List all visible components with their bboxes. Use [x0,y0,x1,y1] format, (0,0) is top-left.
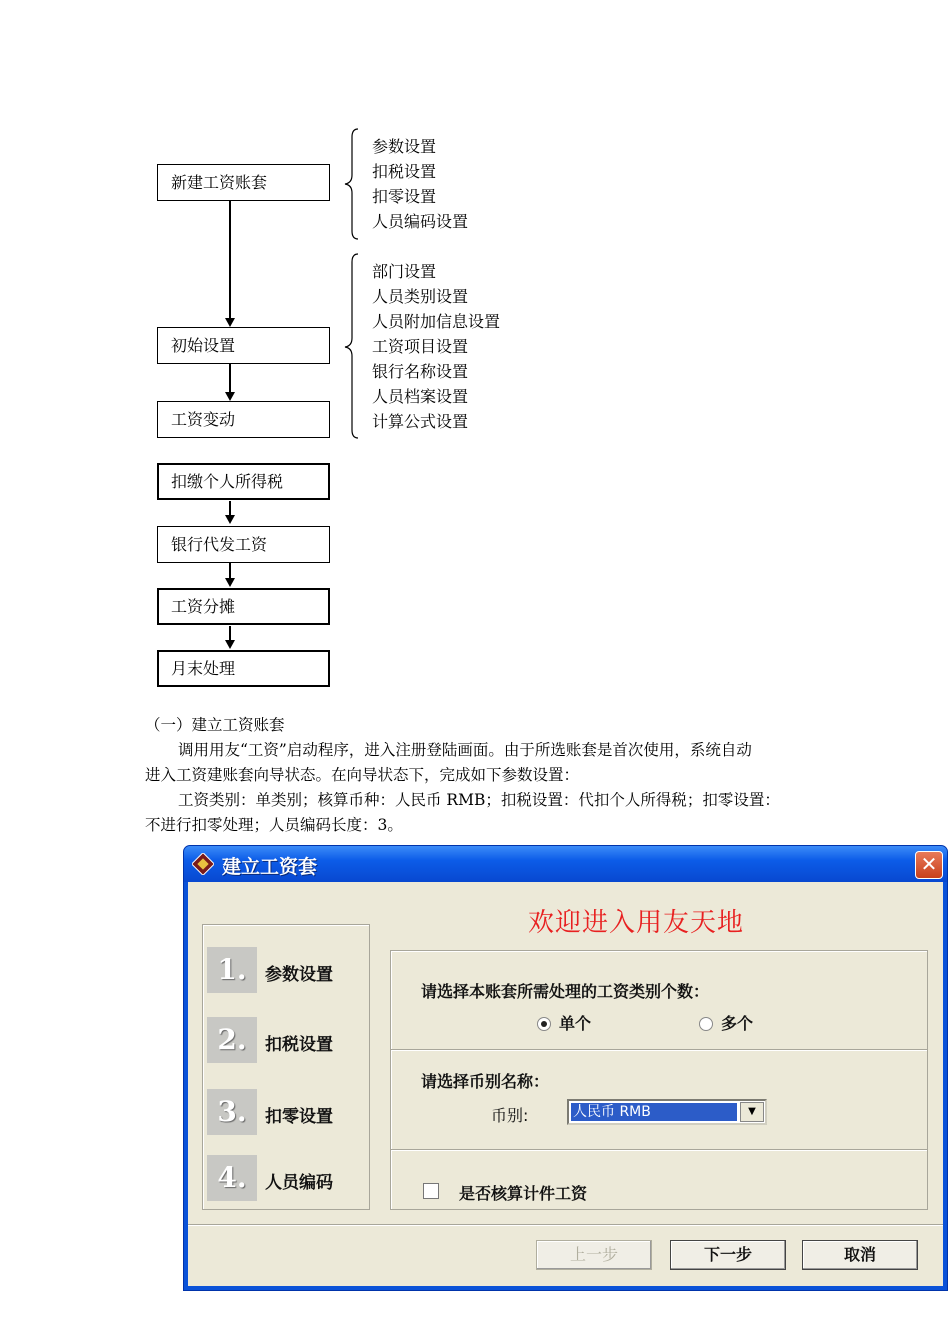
sublist-item: 银行名称设置 [372,362,469,381]
wizard-steps [202,924,370,1210]
step-label: 扣零设置 [265,1107,333,1127]
next-button[interactable]: 下一步 [670,1240,786,1270]
flow-arrowhead [225,318,235,327]
sublist-account-settings [372,134,468,234]
flow-box-new-account: 新建工资账套 [157,164,330,201]
wizard-step [207,1089,367,1139]
step-label: 人员编码 [265,1173,333,1193]
chevron-down-icon[interactable]: ▼ [740,1102,764,1122]
flow-connector [229,364,231,392]
paragraph-line: 工资类别：单类别；核算币种：人民币 RMB；扣税设置：代扣个人所得税；扣零设置： [178,791,780,809]
wizard-step [207,947,367,997]
prev-button[interactable]: 上一步 [536,1240,652,1270]
radio-label: 多个 [721,1014,754,1033]
dialog-title: 建立工资套 [222,856,318,878]
app-logo-icon [192,853,214,875]
welcome-banner: 欢迎进入用友天地 [528,908,745,938]
flow-arrowhead [225,640,235,649]
divider [391,1149,927,1151]
question-category-count: 请选择本账套所需处理的工资类别个数： [421,982,710,1001]
divider [391,1049,927,1051]
brace-group-2 [340,252,364,442]
currency-select-value: 人民币 RMB [571,1103,737,1121]
flow-box-initial-setup: 初始设置 [157,327,330,364]
close-button[interactable]: ✕ [915,851,943,879]
sublist-item: 计算公式设置 [372,412,469,431]
currency-label: 币别: [491,1106,529,1125]
settings-panel [390,950,928,1210]
step-label: 扣税设置 [265,1035,333,1055]
flow-box-bank-payroll: 银行代发工资 [157,526,330,563]
currency-select[interactable] [567,1099,767,1125]
paragraph-line: 调用用友“工资”启动程序，进入注册登陆画面。由于所选账套是首次使用，系统自动 [178,741,752,759]
flow-arrowhead [225,392,235,401]
sublist-item: 部门设置 [372,262,437,281]
setup-dialog [183,845,948,1291]
sublist-item: 工资项目设置 [372,337,469,356]
piecework-label: 是否核算计件工资 [459,1184,588,1203]
step-number-icon: 3. [207,1089,257,1135]
radio-single[interactable] [537,1011,591,1034]
sublist-item: 扣税设置 [372,162,437,181]
flow-box-month-end: 月末处理 [157,650,330,687]
footer-divider [188,1224,943,1226]
sublist-item: 人员编码设置 [372,212,469,231]
step-label: 参数设置 [265,965,333,985]
flow-connector [229,626,231,640]
brace-group-1 [340,127,364,242]
flow-arrowhead [225,515,235,524]
cancel-button[interactable]: 取消 [802,1240,918,1270]
sublist-item: 参数设置 [372,137,437,156]
instructions [145,713,815,838]
dialog-client [188,882,943,1286]
flow-arrowhead [225,578,235,587]
flow-connector [229,501,231,515]
flow-box-salary-change: 工资变动 [157,401,330,438]
sublist-item: 人员档案设置 [372,387,469,406]
wizard-step [207,1155,367,1205]
radio-label: 单个 [559,1014,592,1033]
sublist-item: 扣零设置 [372,187,437,206]
flow-box-tax-withholding: 扣缴个人所得税 [157,463,330,500]
title-bar[interactable] [184,846,947,882]
sublist-initial-settings [372,259,500,434]
flow-connector [229,563,231,578]
flow-connector [229,201,231,318]
paragraph-line: 不进行扣零处理；人员编码长度：3。 [145,816,403,834]
sublist-item: 人员附加信息设置 [372,312,501,331]
sublist-item: 人员类别设置 [372,287,469,306]
paragraph-line: 进入工资建账套向导状态。在向导状态下，完成如下参数设置： [145,766,580,784]
question-currency: 请选择币别名称： [421,1072,550,1091]
radio-multiple[interactable] [699,1011,753,1034]
section-heading: （一）建立工资账套 [145,716,285,734]
step-number-icon: 4. [207,1155,257,1201]
wizard-step [207,1017,367,1067]
radio-selected-icon[interactable] [537,1017,551,1031]
flow-box-salary-allocation: 工资分摊 [157,588,330,625]
radio-unselected-icon[interactable] [699,1017,713,1031]
step-number-icon: 1. [207,947,257,993]
step-number-icon: 2. [207,1017,257,1063]
piecework-checkbox[interactable] [423,1183,439,1199]
